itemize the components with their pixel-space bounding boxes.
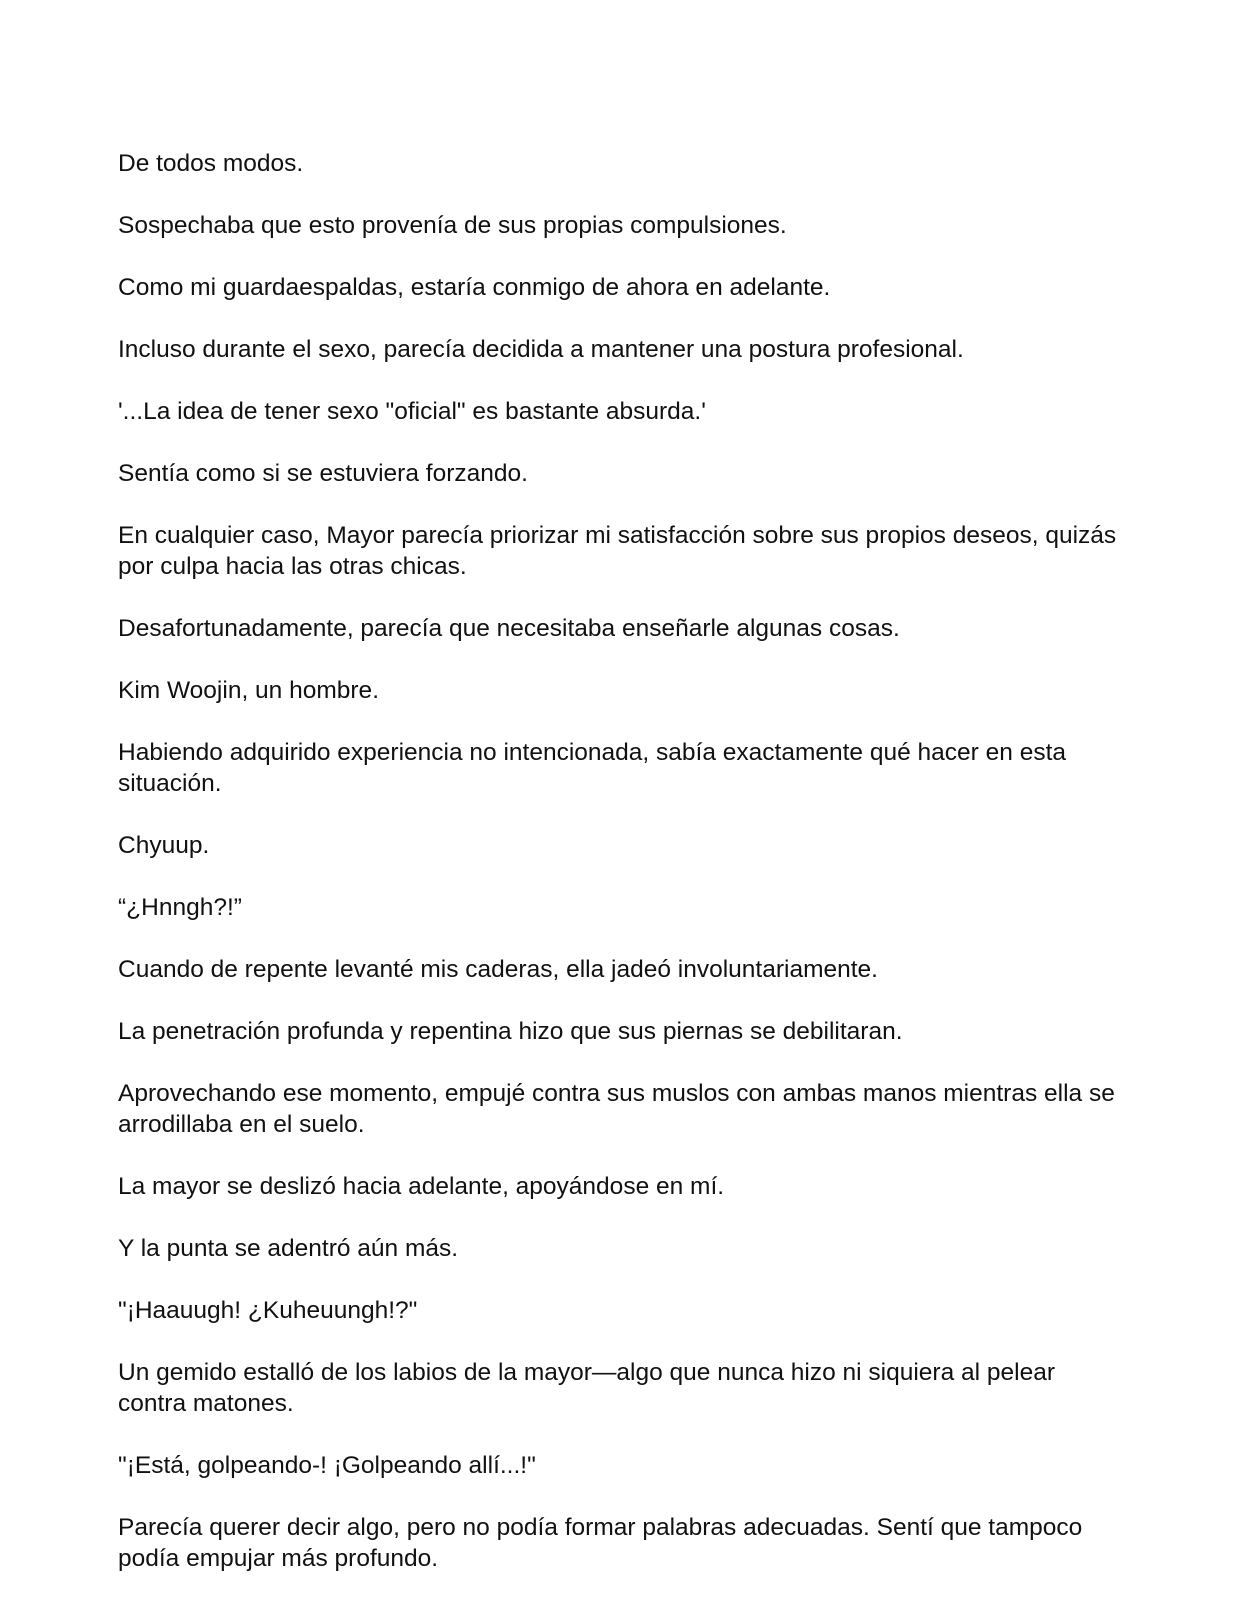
paragraph: Un gemido estalló de los labios de la mayor—algo que nunca hizo ni siquiera al pelear contra matones.	[118, 1359, 1056, 1417]
paragraph: Desafortunadamente, parecía que necesitaba enseñarle algunas cosas.	[118, 615, 900, 642]
paragraph: "¡Está, golpeando-! ¡Golpeando allí...!"	[118, 1452, 536, 1479]
paragraph: La penetración profunda y repentina hizo que sus piernas se debilitaran.	[118, 1018, 903, 1045]
document-body	[118, 148, 1118, 1605]
paragraph: En cualquier caso, Mayor parecía priorizar mi satisfacción sobre sus propios deseos, quizás por culpa hacia las otras chicas.	[118, 522, 1117, 580]
paragraph: Aprovechando ese momento, empujé contra sus muslos con ambas manos mientras ella se arrodillaba en el suelo.	[118, 1080, 1115, 1138]
paragraph: Parecía querer decir algo, pero no podía formar palabras adecuadas. Sentí que tampoco podía empujar más profundo.	[118, 1514, 1083, 1572]
paragraph: De todos modos.	[118, 150, 304, 177]
paragraph: Y la punta se adentró aún más.	[118, 1235, 459, 1262]
paragraph: Incluso durante el sexo, parecía decidida a mantener una postura profesional.	[118, 336, 964, 363]
paragraph: "¡Haauugh! ¿Kuheuungh!?"	[118, 1297, 418, 1324]
paragraph: Cuando de repente levanté mis caderas, ella jadeó involuntariamente.	[118, 956, 878, 983]
paragraph: Sentía como si se estuviera forzando.	[118, 460, 528, 487]
paragraph: Sospechaba que esto provenía de sus propias compulsiones.	[118, 212, 787, 239]
paragraph: “¿Hnngh?!”	[118, 894, 242, 921]
paragraph: '...La idea de tener sexo "oficial" es bastante absurda.'	[118, 398, 706, 425]
paragraph: Como mi guardaespaldas, estaría conmigo de ahora en adelante.	[118, 274, 831, 301]
paragraph: Habiendo adquirido experiencia no intencionada, sabía exactamente qué hacer en esta situación.	[118, 739, 1066, 797]
paragraph: Kim Woojin, un hombre.	[118, 677, 379, 704]
paragraph: Chyuup.	[118, 832, 210, 859]
paragraph: La mayor se deslizó hacia adelante, apoyándose en mí.	[118, 1173, 725, 1200]
